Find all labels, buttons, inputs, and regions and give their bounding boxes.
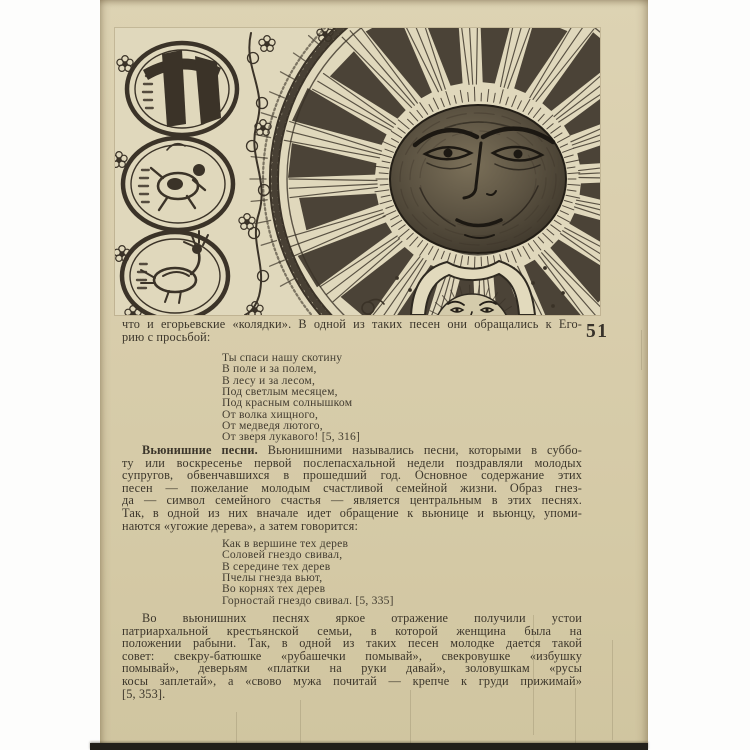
book-page bbox=[100, 0, 648, 750]
text-line: [5, 353]. bbox=[122, 686, 166, 701]
verse-line: Под светлым месяцем, bbox=[222, 385, 338, 399]
paper-streak bbox=[236, 712, 237, 745]
verse-line: Как в вершине тех дерев bbox=[222, 537, 349, 550]
woodcut-illustration bbox=[115, 28, 600, 315]
verse-line: В поле и за полем, bbox=[222, 362, 317, 376]
verse-block-2 bbox=[222, 538, 394, 606]
verse-line: От волка хищного, bbox=[222, 407, 319, 421]
text-line: Так, в одной из них вначале идет обращение к вьюнице и вьюнцу, упоми- bbox=[122, 505, 582, 520]
verse-line: Ты спаси нашу скотину bbox=[222, 351, 343, 364]
paper-streak bbox=[641, 330, 642, 370]
text-line: песен — пожелание молодым счастливой семейной жизни. Образ гнез- bbox=[122, 480, 582, 495]
text-line: что и егорьевские «колядки». В одной из таких песен они обращались к Его- bbox=[122, 317, 582, 331]
paper-streak bbox=[575, 688, 576, 744]
text-line: Вьюнишние песни. Вьюнишними назывались песни, которыми в суббо- bbox=[142, 443, 582, 457]
closing-paragraph bbox=[122, 612, 582, 700]
text-line: ту или воскресенье первой послепасхальной недели поздравляли молодых bbox=[122, 455, 582, 470]
text-line: рию с просьбой: bbox=[122, 329, 211, 344]
paper-streak bbox=[612, 640, 613, 740]
page-number: 51 bbox=[586, 321, 609, 342]
text-line: положении рабыни. Так, в одной из таких песен молодке дается такой bbox=[122, 636, 582, 651]
sun-face bbox=[390, 105, 566, 255]
intro-paragraph bbox=[122, 318, 582, 343]
paper-streak bbox=[300, 700, 301, 745]
text-line: да — символ семейного счастья — является центральным в этих песнях. bbox=[122, 493, 582, 508]
book-bottom-edge bbox=[90, 743, 648, 750]
verse-line: Пчелы гнезда вьют, bbox=[222, 571, 323, 585]
verse-line: Горностай гнездо свивал. [5, 335] bbox=[222, 593, 394, 607]
verse-line: От зверя лукавого! [5, 316] bbox=[222, 430, 361, 444]
verse-line: От медведя лютого, bbox=[222, 419, 323, 433]
paper-streak bbox=[410, 690, 411, 745]
verse-line: Во корнях тех дерев bbox=[222, 582, 326, 596]
text-line: помывай», деверьям «платки на руки давай», золовушкам «русы bbox=[122, 661, 582, 676]
paper-streak bbox=[533, 615, 534, 735]
verse-line: Соловей гнездо свивал, bbox=[222, 548, 343, 562]
text-line: наются «угожие дерева», а затем говорится: bbox=[122, 518, 359, 533]
text-line: косы заплетай», а «свово мужа почитай — крепче к груди прижимай» bbox=[122, 673, 582, 688]
verse-block-1 bbox=[222, 352, 360, 443]
section-heading: Вьюнишние песни. bbox=[142, 443, 258, 457]
verse-line: Под красным солнышком bbox=[222, 396, 353, 410]
section-paragraph bbox=[122, 444, 582, 532]
text-line: патриархальной крестьянской семьи, в которой женщина была на bbox=[122, 623, 582, 638]
verse-line: В середине тех дерев bbox=[222, 559, 331, 573]
text-line: Во вьюнишних песнях яркое отражение получили устои bbox=[142, 611, 582, 625]
verse-line: В лесу и за лесом, bbox=[222, 373, 316, 387]
text-line: совет: свекру-батюшке «рубашечки помывай», свекровушке «избушку bbox=[122, 648, 582, 663]
text-line: супругов, обвенчавшихся в прошедший год. Основное содержание этих bbox=[122, 468, 582, 483]
